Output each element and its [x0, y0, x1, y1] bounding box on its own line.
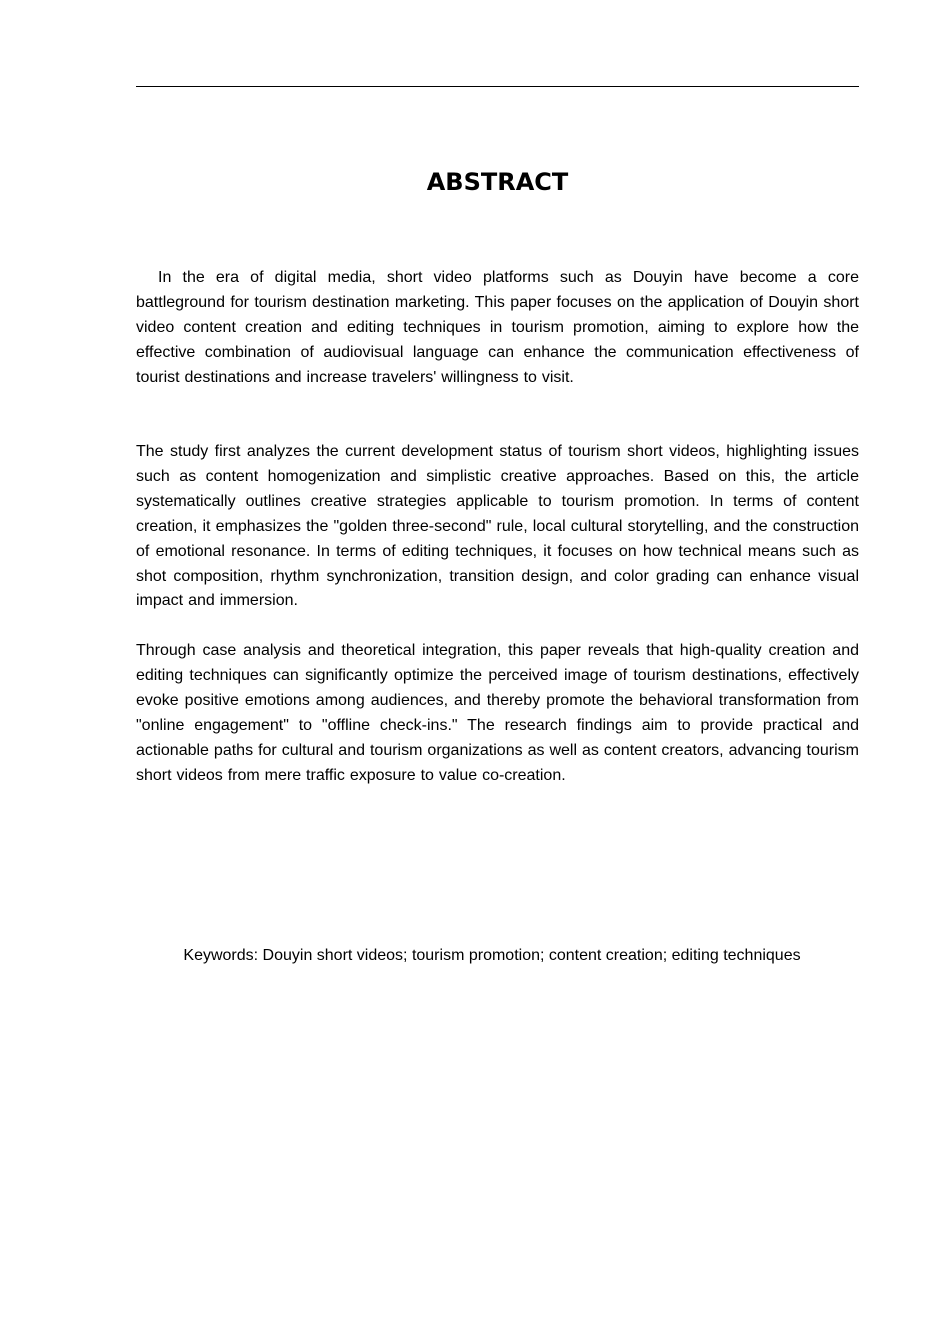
abstract-paragraph-3: Through case analysis and theoretical integration, this paper reveals that high-quality creation and editing techniques can significantly optimize the perceived image of tourism destinations, effectively evoke positive emotions among audiences, and thereby promote the behavioral transformation from "online engagement" to "offline check-ins." The research findings aim to provide practical and actionable paths for cultural and tourism organizations as well as content creators, advancing tourism short videos from mere traffic exposure to value co-creation. [136, 642, 859, 784]
keywords-line: Keywords: Douyin short videos; tourism promotion; content creation; editing techniques [183, 947, 801, 964]
header-rule [136, 86, 859, 87]
abstract-paragraph-2: The study first analyzes the current development status of tourism short videos, highlighting issues such as content homogenization and simplistic creative approaches. Based on this, the article systematically outlines creative strategies applicable to tourism promotion. In terms of content creation, it emphasizes the "golden three-second" rule, local cultural storytelling, and the construction of emotional resonance. In terms of editing techniques, it focuses on how technical means such as shot composition, rhythm synchronization, transition design, and color grading can enhance visual impact and immersion. [136, 443, 859, 610]
abstract-title: ABSTRACT [426, 168, 569, 197]
abstract-paragraph-1: In the era of digital media, short video platforms such as Douyin have become a core battleground for tourism destination marketing. This paper focuses on the application of Douyin short video content creation and editing techniques in tourism promotion, aiming to explore how the effective combination of audiovisual language can enhance the communication effectiveness of tourist destinations and increase travelers' willingness to visit. [136, 269, 859, 386]
